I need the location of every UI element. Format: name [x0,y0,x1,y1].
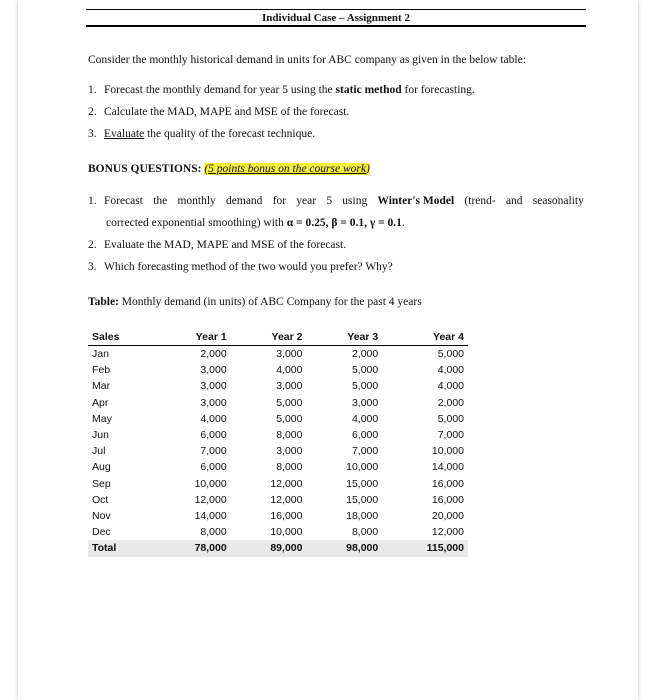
table-cell: 18,000 [346,510,379,523]
table-cell: 7,000 [200,445,227,458]
table-row [88,508,468,524]
table-cell: Aug [92,461,111,474]
table-total-row [88,540,468,556]
table-column-header: Year 3 [306,330,382,346]
bonus-item-1-word: Forecast [104,195,143,207]
table-header-row [88,330,468,346]
document-header-title: Individual Case – Assignment 2 [262,12,410,24]
table-cell: 3,000 [200,364,227,377]
table-row [88,411,468,427]
table-caption: Table: Monthly demand (in units) of ABC Company for the past 4 years [88,296,422,308]
table-cell: 10,000 [431,445,464,458]
table-row [88,459,468,475]
bonus-item-1-word: and [505,195,523,207]
table-cell: Feb [92,364,111,377]
table-cell: Jun [92,429,109,442]
table-cell: Jul [92,445,106,458]
bonus-item-1-word: using [342,195,368,207]
table-row [88,346,468,363]
table-row [88,395,468,411]
table-cell: 14,000 [431,461,464,474]
table-cell: 2,000 [200,348,227,360]
task-item-3: 3. Evaluate the quality of the forecast technique. [88,128,316,140]
bonus-item-3: 3. Which forecasting method of the two would you prefer? Why? [88,261,393,273]
table-cell: 16,000 [431,493,464,506]
table-cell: 14,000 [194,510,227,523]
table-cell: 12,000 [270,493,303,506]
table-cell: Nov [92,510,111,523]
header-rule-bottom [86,25,586,27]
table-cell: 8,000 [351,526,379,539]
table-cell: 12,000 [194,493,227,506]
table-cell: Sep [92,477,111,490]
table-cell: 115,000 [382,540,468,556]
table-cell: 98,000 [306,540,382,556]
table-cell: 16,000 [431,477,464,490]
table-cell: 3,000 [276,380,303,393]
table-cell: 7,000 [351,445,379,458]
monthly-demand-table [88,330,468,557]
table-cell: 5,000 [276,396,303,409]
table-cell: 8,000 [200,526,227,539]
bonus-item-1-continued: corrected exponential smoothing) with α = 0.25, β = 0.1, γ = 0.1. [106,217,405,229]
table-cell: 89,000 [231,540,307,556]
table-cell: 3,000 [351,396,379,409]
table-cell: Total [88,540,155,556]
table-row [88,378,468,394]
table-cell: 5,000 [437,412,464,425]
bonus-item-1-word: year [296,195,317,207]
table-cell: 4,000 [351,412,379,425]
table-cell: Dec [92,526,111,539]
table-column-header: Year 2 [231,330,307,346]
task-item-2: 2. Calculate the MAD, MAPE and MSE of the forecast. [88,106,350,118]
table-cell: 2,000 [437,396,464,409]
table-cell: Oct [92,493,109,506]
table-cell: 16,000 [270,510,303,523]
bonus-item-2: 2. Evaluate the MAD, MAPE and MSE of the forecast. [88,239,347,251]
table-cell: 3,000 [276,348,303,360]
table-cell: 5,000 [437,348,464,360]
table-row [88,492,468,508]
bonus-item-1-word: the [153,195,168,207]
table-row [88,362,468,378]
intro-paragraph: Consider the monthly historical demand in units for ABC company as given in the below table: [88,54,526,66]
bonus-note-highlight: (5 points bonus on the course work) [204,163,370,175]
bonus-item-1-word: demand [226,195,263,207]
table-cell: 12,000 [431,526,464,539]
table-cell: 3,000 [200,380,227,393]
table-row [88,476,468,492]
table-cell: 6,000 [200,461,227,474]
task-item-1: 1. Forecast the monthly demand for year 5 using the static method for forecasting. [88,84,475,96]
bonus-item-1-word: (trend- [464,195,496,207]
table-cell: 7,000 [437,429,464,442]
table-column-header: Sales [88,330,155,346]
table-cell: Apr [92,396,109,409]
table-cell: May [92,412,112,425]
table-cell: 3,000 [200,396,227,409]
table-row [88,524,468,540]
table-cell: 6,000 [200,429,227,442]
table-cell: Jan [92,348,109,360]
table-cell: 5,000 [351,380,379,393]
table-cell: 12,000 [270,477,303,490]
header-rule-top [86,9,586,10]
bonus-heading: BONUS QUESTIONS: (5 points bonus on the course work) [88,163,370,175]
table-cell: 5,000 [276,412,303,425]
bonus-item-1-word: 5 [326,195,333,207]
table-cell: 78,000 [155,540,231,556]
table-cell: 2,000 [351,348,379,360]
table-cell: 5,000 [351,364,379,377]
table-row [88,443,468,459]
table-cell: 8,000 [276,461,303,474]
table-cell: 20,000 [431,510,464,523]
table-cell: 4,000 [437,364,464,377]
table-column-header: Year 4 [382,330,468,346]
table-cell: 3,000 [276,445,303,458]
bonus-item-1-word: for [272,195,287,207]
table-cell: 10,000 [346,461,379,474]
table-row [88,427,468,443]
table-column-header: Year 1 [155,330,231,346]
table-cell: 10,000 [270,526,303,539]
table-cell: 15,000 [346,493,379,506]
table-cell: Mar [92,380,111,393]
table-cell: 4,000 [437,380,464,393]
table-cell: 6,000 [351,429,379,442]
table-cell: 10,000 [194,477,227,490]
bonus-item-1: 1. Forecast the monthly demand for year 5 using Winter's Model (trend- and seasonality [88,195,584,207]
document-page [18,0,638,700]
table-cell: 15,000 [346,477,379,490]
bonus-item-1-word: Winter's Model [377,195,455,207]
bonus-item-1-word: seasonality [532,195,584,207]
table-cell: 4,000 [276,364,303,377]
bonus-item-1-word: monthly [177,195,216,207]
table-cell: 8,000 [276,429,303,442]
table-cell: 4,000 [200,412,227,425]
